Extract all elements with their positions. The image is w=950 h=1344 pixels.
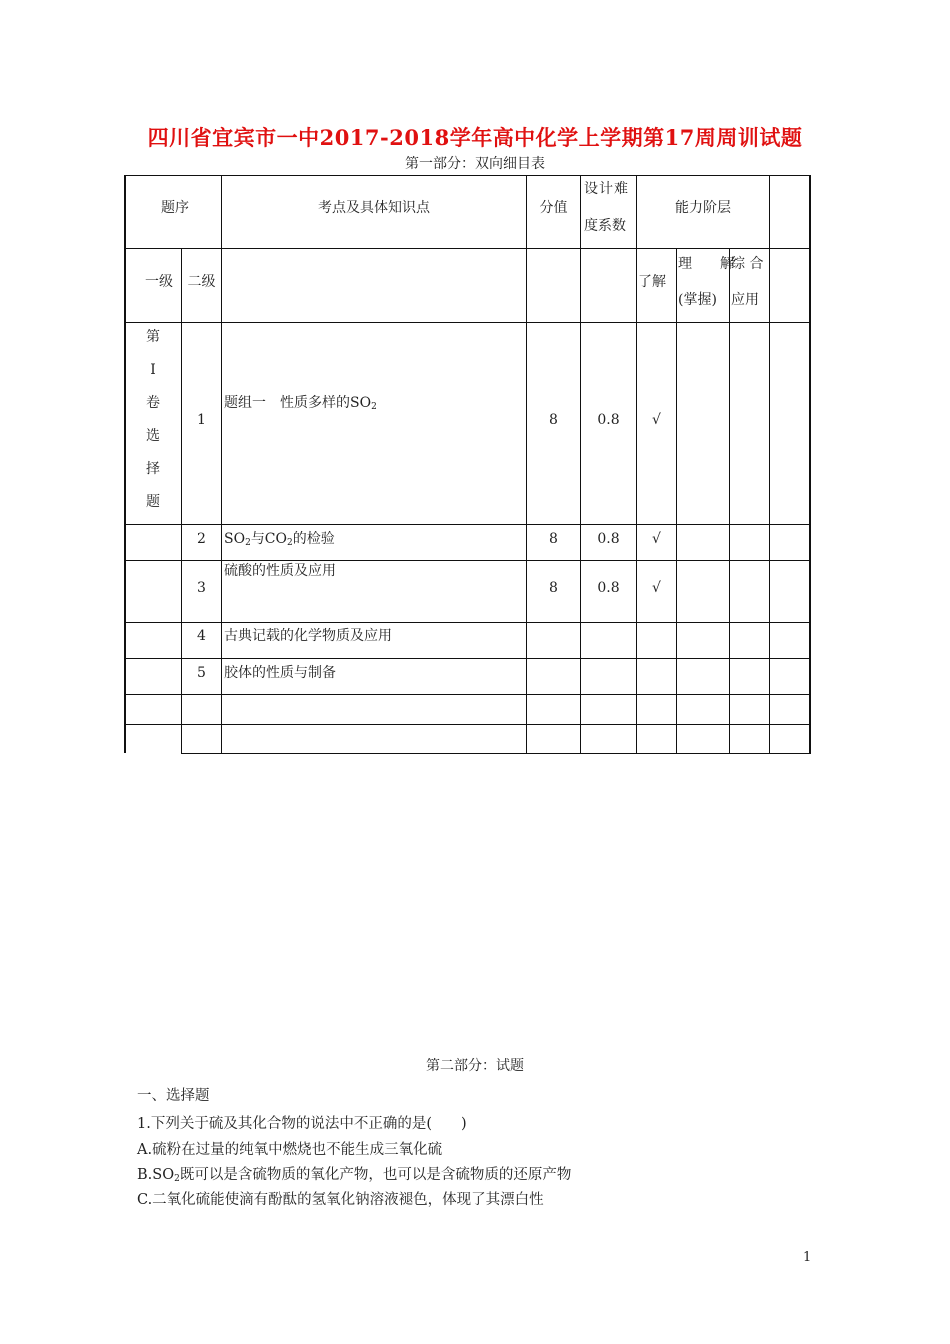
option-c: C.二氧化硫能使滴有酚酞的氢氧化钠溶液褪色，体现了其漂白性 — [137, 1192, 544, 1208]
subheader-comprehend-line2: (掌握) — [678, 292, 717, 308]
section-heading: 一、选择题 — [137, 1088, 210, 1104]
section-label-char: 选 — [146, 428, 160, 444]
subheader-understand: 了解 — [638, 274, 666, 290]
row1-topic: 题组一 性质多样的$SO_2$ — [224, 395, 377, 412]
row1-num: 1 — [197, 412, 206, 428]
row2-topic: $SO_2$与$CO_2$的检验 — [224, 531, 335, 548]
row3-topic: 硫酸的性质及应用 — [224, 563, 336, 579]
part1-title: 第一部分：双向细目表 — [405, 156, 545, 172]
section-label-char: 第 — [146, 329, 160, 345]
header-ability: 能力阶层 — [675, 200, 731, 216]
header-seq: 题序 — [161, 200, 189, 216]
row1-understand-check: √ — [652, 412, 661, 428]
subheader-apply-line1: 综 合 — [731, 256, 764, 272]
row3-difficulty: 0.8 — [597, 580, 620, 596]
row1-score: 8 — [549, 412, 558, 428]
question-stem: 1.下列关于硫及其化合物的说法中不正确的是( ) — [137, 1116, 467, 1132]
document-title: 四川省宜宾市一中2017-2018学年高中化学上学期第17周周训试题 — [147, 125, 803, 150]
row2-score: 8 — [549, 531, 558, 547]
subheader-level1: 一级 — [145, 274, 173, 290]
header-knowledge: 考点及具体知识点 — [318, 200, 430, 216]
row2-num: 2 — [197, 531, 206, 547]
row4-num: 4 — [197, 628, 206, 644]
row3-num: 3 — [197, 580, 206, 596]
row5-num: 5 — [197, 665, 206, 681]
row4-topic: 古典记载的化学物质及应用 — [224, 628, 392, 644]
section-label-char: 择 — [146, 461, 160, 477]
part2-title: 第二部分：试题 — [426, 1058, 524, 1074]
subheader-level2: 二级 — [187, 274, 216, 290]
option-b: $B.SO_2$既可以是含硫物质的氧化产物，也可以是含硫物质的还原产物 — [137, 1167, 572, 1184]
page-number: 1 — [803, 1250, 812, 1265]
row3-score: 8 — [549, 580, 558, 596]
subheader-comprehend-line1: 理 解 — [678, 256, 734, 272]
header-difficulty-line1: 设计难 — [584, 181, 629, 197]
row1-difficulty: 0.8 — [597, 412, 620, 428]
header-score: 分值 — [539, 200, 568, 216]
header-difficulty-line2: 度系数 — [584, 218, 626, 234]
row2-understand-check: √ — [652, 531, 661, 547]
row2-difficulty: 0.8 — [597, 531, 620, 547]
section-label-char: Ⅰ — [150, 362, 156, 378]
option-a: A.硫粉在过量的纯氧中燃烧也不能生成三氧化硫 — [137, 1142, 443, 1158]
section-label-char: 卷 — [146, 395, 160, 411]
row5-topic: 胶体的性质与制备 — [224, 665, 336, 681]
section-label-char: 题 — [146, 494, 160, 510]
row3-understand-check: √ — [652, 580, 661, 596]
subheader-apply-line2: 应用 — [731, 292, 759, 308]
